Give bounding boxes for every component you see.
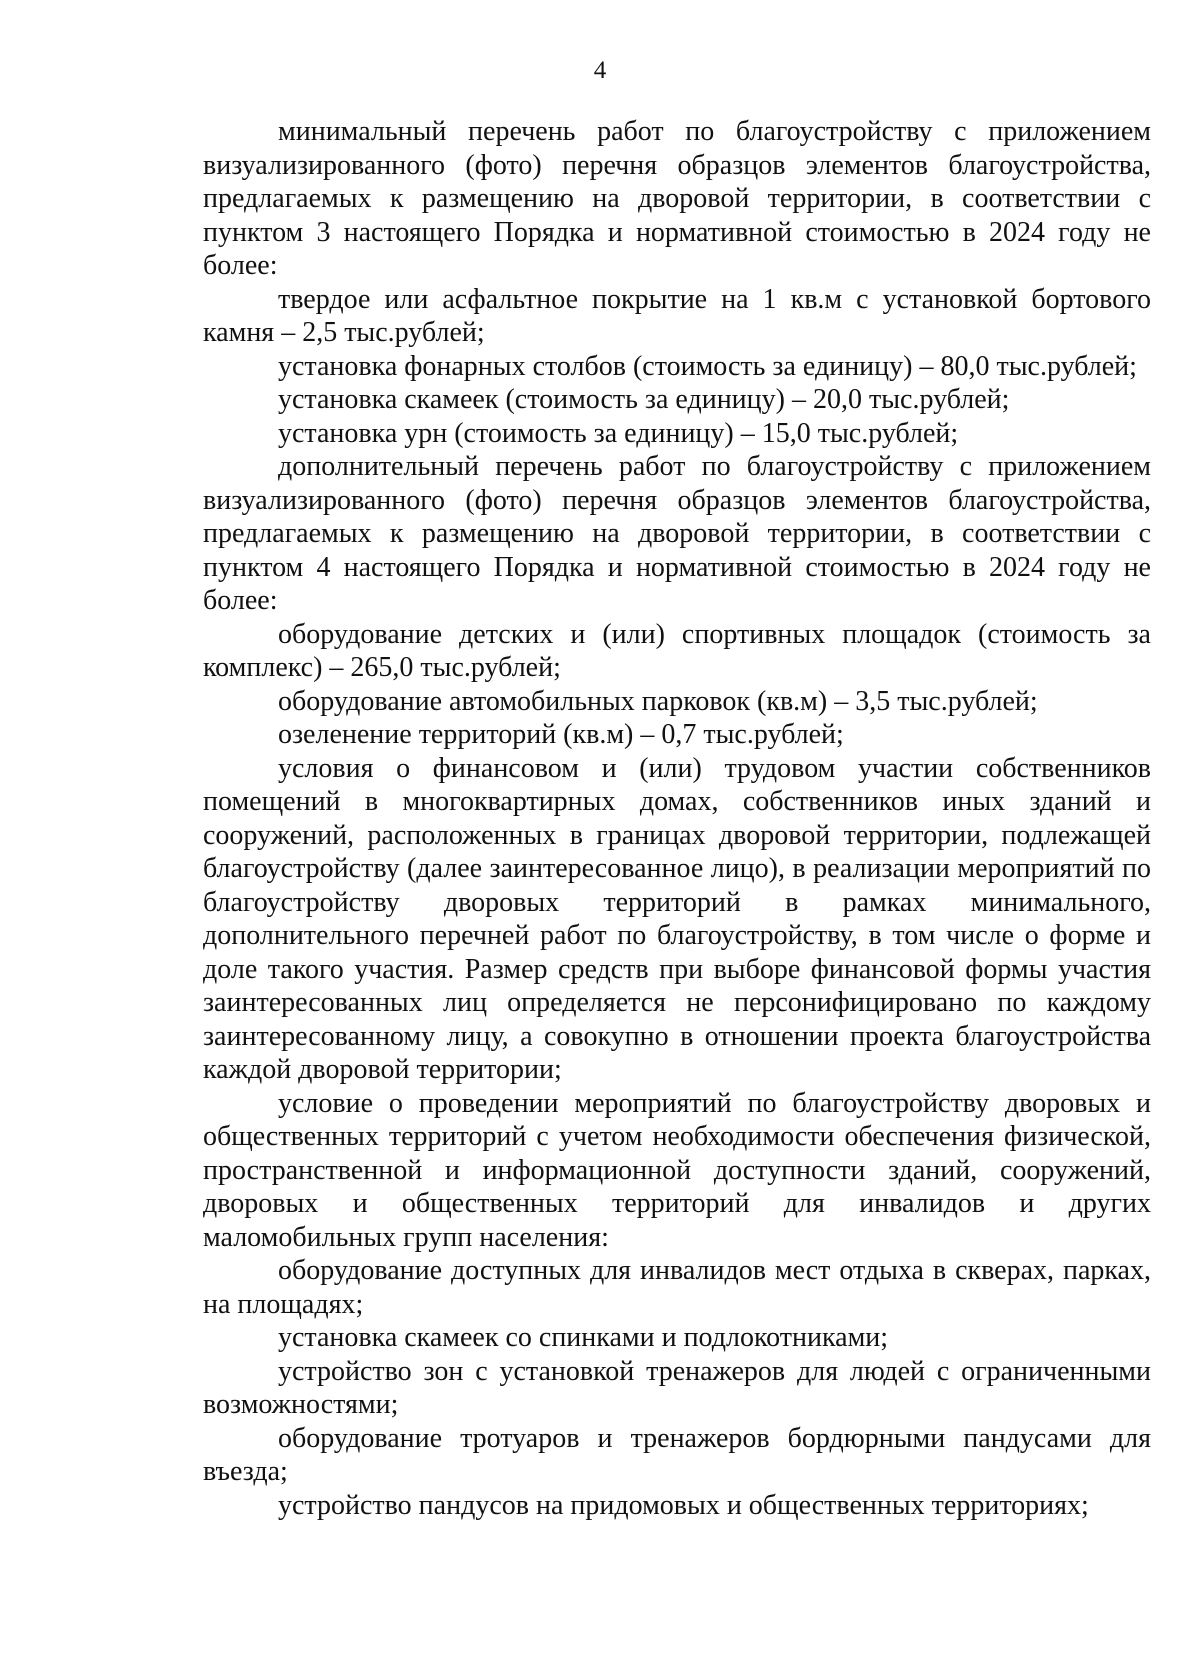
paragraph-minimal-works-list: минимальный перечень работ по благоустройству с приложением визуализированного (фото) перечня образцов элементов благоустройства, предлагаемых к размещению на дворовой территории, в соответствии с пунктом 3 настоящего Порядка и нормативной стоимостью в 2024 году не более:	[203, 116, 1151, 281]
paragraph-additional-works-list: дополнительный перечень работ по благоустройству с приложением визуализированного (фото) перечня образцов элементов благоустройства, предлагаемых к размещению на дворовой территории, в соответствии с пунктом 4 настоящего Порядка и нормативной стоимостью в 2024 году не более:	[203, 451, 1151, 616]
paragraph-playgrounds: оборудование детских и (или) спортивных площадок (стоимость за комплекс) – 265,0 тыс.рублей;	[203, 618, 1151, 683]
document-body	[203, 115, 1151, 1522]
paragraph-participation-conditions: условия о финансовом и (или) трудовом участии собственников помещений в многоквартирных домах, собственников иных зданий и сооружений, расположенных в границах дворовой территории, подлежащей благоустройству (далее заинтересованное лицо), в реализации мероприятий по благоустройству дворовых территорий в рамках минимального, дополнительного перечней работ по благоустройству, в том числе о форме и доле такого участия. Размер средств при выборе финансовой формы участия заинтересованных лиц определяется не персонифицировано по каждому заинтересованному лицу, а совокупно в отношении проекта благоустройства каждой дворовой территории;	[203, 752, 1151, 1085]
paragraph-benches: установка скамеек (стоимость за единицу) – 20,0 тыс.рублей;	[278, 384, 1010, 415]
paragraph-ramps: устройство пандусов на придомовых и общественных территориях;	[278, 1489, 1089, 1521]
paragraph-accessibility-conditions: условие о проведении мероприятий по благоустройству дворовых и общественных территорий с учетом необходимости обеспечения физической, пространственной и информационной доступности зданий, сооружений, дворовых и общественных территорий для инвалидов и других маломобильных групп населения:	[203, 1087, 1151, 1253]
paragraph-rest-areas: оборудование доступных для инвалидов мест отдыха в скверах, парках, на площадях;	[203, 1255, 1151, 1320]
paragraph-landscaping: озеленение территорий (кв.м) – 0,7 тыс.рублей;	[278, 719, 844, 750]
page-number: 4	[593, 57, 607, 84]
paragraph-lamp-posts: установка фонарных столбов (стоимость за единицу) – 80,0 тыс.рублей;	[278, 350, 1137, 382]
paragraph-hard-surface: твердое или асфальтное покрытие на 1 кв.м с установкой бортового камня – 2,5 тыс.рублей;	[203, 283, 1151, 348]
paragraph-curb-ramps: оборудование тротуаров и тренажеров бордюрными пандусами для въезда;	[203, 1422, 1151, 1487]
paragraph-parking: оборудование автомобильных парковок (кв.м) – 3,5 тыс.рублей;	[278, 685, 1038, 717]
paragraph-exercise-zones: устройство зон с установкой тренажеров для людей с ограниченными возможностями;	[203, 1355, 1151, 1420]
paragraph-benches-armrests: установка скамеек со спинками и подлокотниками;	[278, 1322, 889, 1353]
paragraph-trash-bins: установка урн (стоимость за единицу) – 15,0 тыс.рублей;	[278, 417, 959, 449]
